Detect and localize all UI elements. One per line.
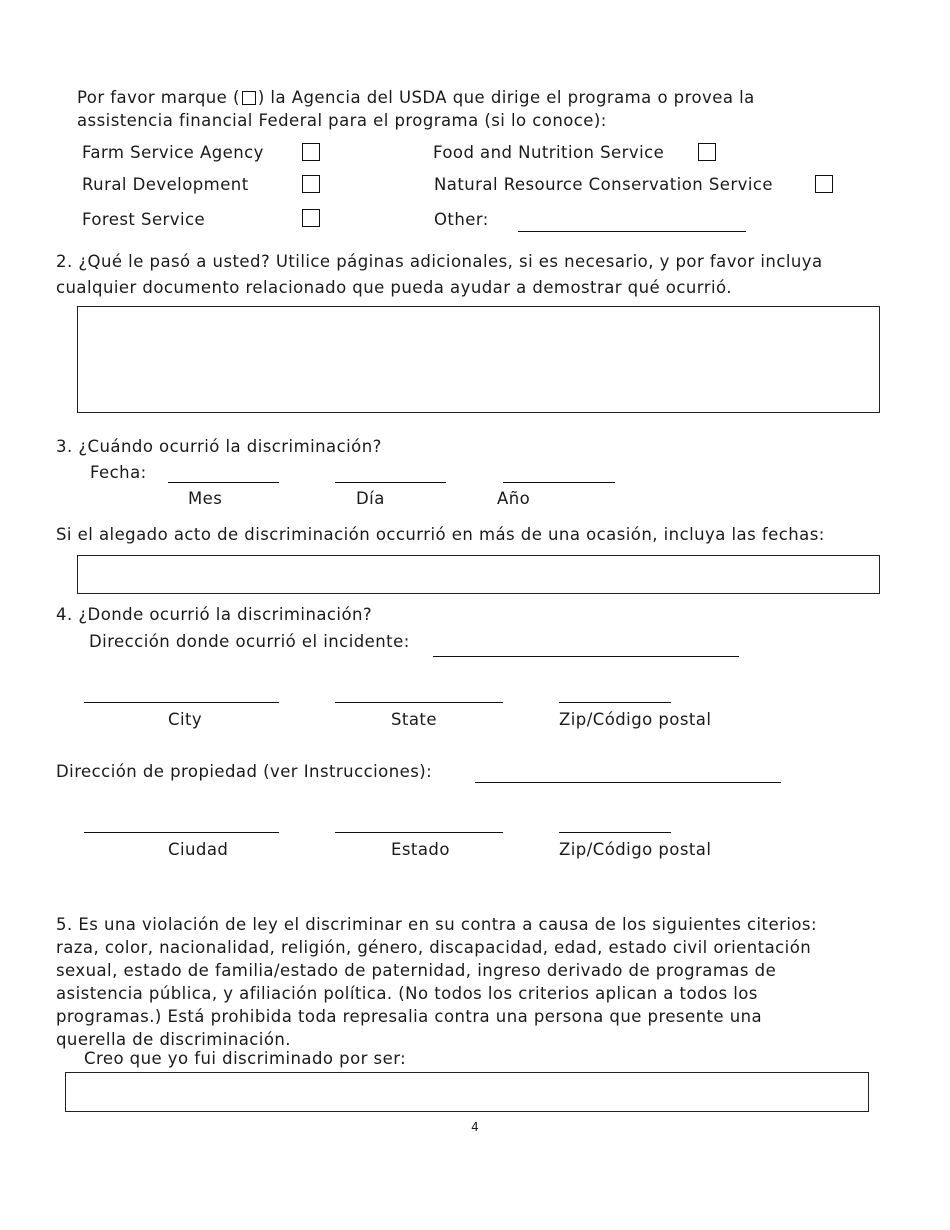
agency-instruction-line2: assistencia financial Federal para el programa (si lo conoce): <box>77 111 607 130</box>
discrimination-basis-label: Creo que yo fui discriminado por ser: <box>84 1049 407 1068</box>
incident-address-label: Dirección donde ocurrió el incidente: <box>89 632 410 651</box>
agency-instruction-line1: Por favor marque ( ) la Agencia del USDA que dirige el programa o provea la <box>77 88 755 107</box>
property-state-input-line[interactable] <box>335 832 503 833</box>
agency-label-rural-development: Rural Development <box>82 175 249 194</box>
agency-label-other: Other: <box>434 210 489 229</box>
day-input-line[interactable] <box>335 482 446 483</box>
year-input-line[interactable] <box>503 482 615 483</box>
question-2-line2: cualquier documento relacionado que pueda ayudar a demostrar qué ocurrió. <box>56 278 732 297</box>
month-input-line[interactable] <box>168 482 279 483</box>
property-city-input-line[interactable] <box>84 832 279 833</box>
property-city-label: Ciudad <box>168 840 229 859</box>
city-label: City <box>168 710 203 729</box>
month-label: Mes <box>188 489 223 508</box>
nrcs-checkbox[interactable] <box>815 175 833 193</box>
state-label: State <box>391 710 437 729</box>
property-zip-label: Zip/Código postal <box>559 840 712 859</box>
food-nutrition-checkbox[interactable] <box>698 143 716 161</box>
day-label: Día <box>356 489 385 508</box>
year-label: Año <box>497 489 531 508</box>
property-address-input-line[interactable] <box>475 782 781 783</box>
state-input-line[interactable] <box>335 702 503 703</box>
multiple-dates-input[interactable] <box>77 555 880 594</box>
property-zip-input-line[interactable] <box>559 832 671 833</box>
what-happened-textarea[interactable] <box>77 306 880 413</box>
rural-development-checkbox[interactable] <box>302 175 320 193</box>
agency-label-forest-service: Forest Service <box>82 210 206 229</box>
date-label: Fecha: <box>90 463 147 482</box>
forest-service-checkbox[interactable] <box>302 209 320 227</box>
zip-label: Zip/Código postal <box>559 710 712 729</box>
question-3-title: 3. ¿Cuándo ocurrió la discriminación? <box>56 437 382 456</box>
agency-label-farm-service: Farm Service Agency <box>82 143 264 162</box>
agency-label-nrcs: Natural Resource Conservation Service <box>434 175 773 194</box>
agency-label-food-nutrition: Food and Nutrition Service <box>433 143 665 162</box>
city-input-line[interactable] <box>84 702 279 703</box>
property-state-label: Estado <box>391 840 450 859</box>
zip-input-line[interactable] <box>559 702 671 703</box>
question-2-line1: 2. ¿Qué le pasó a usted? Utilice páginas adicionales, si es necesario, y por favor incluya <box>56 252 823 271</box>
incident-address-input-line[interactable] <box>433 656 739 657</box>
question-4-title: 4. ¿Donde ocurrió la discriminación? <box>56 605 373 624</box>
example-checkbox-icon <box>242 91 256 105</box>
multiple-dates-instruction: Si el alegado acto de discriminación occurrió en más de una ocasión, incluya las fechas: <box>56 525 825 544</box>
property-address-label: Dirección de propiedad (ver Instrucciones): <box>56 762 433 781</box>
discrimination-basis-input[interactable] <box>65 1072 869 1112</box>
other-agency-input-line[interactable] <box>518 231 746 232</box>
question-5-paragraph: 5. Es una violación de ley el discriminar en su contra a causa de los siguientes citerios: raza, color, nacionalidad, religión, género, discapacidad, edad, estado civil orientación sexual, estado de familia/estado de paternidad, ingreso derivado de programas de asistencia pública, y afiliación política. (No todos los criterios aplican a todos los programas.) Está prohibida toda represalia contra una persona que presente una querella de discriminación. <box>56 915 817 1049</box>
page-number: 4 <box>471 1120 479 1134</box>
farm-service-checkbox[interactable] <box>302 143 320 161</box>
